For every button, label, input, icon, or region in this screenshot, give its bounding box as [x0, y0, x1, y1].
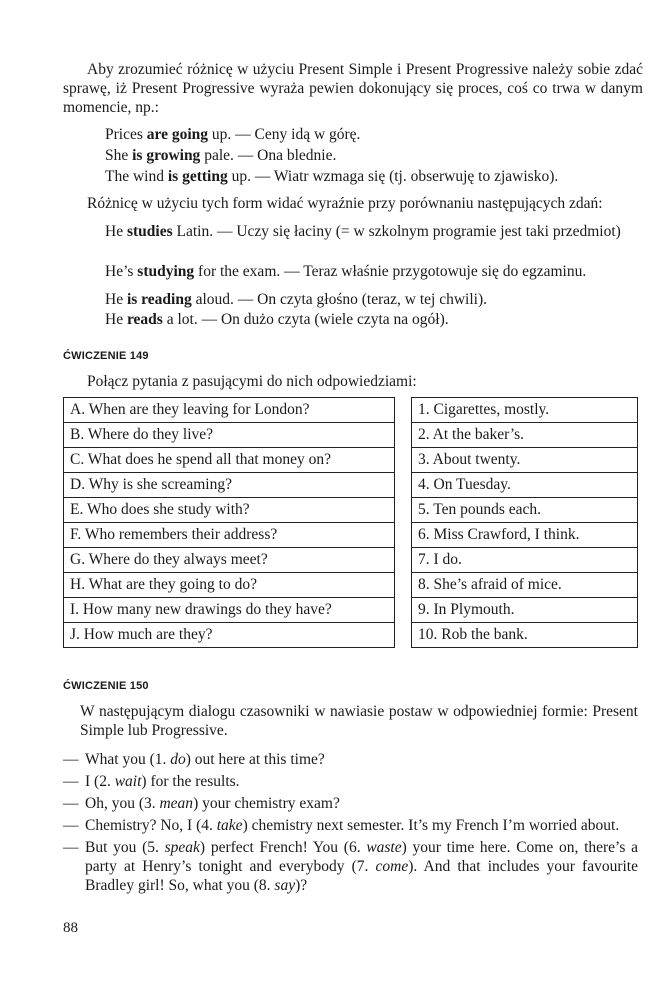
table-row [64, 523, 638, 548]
column-gap [395, 448, 412, 473]
column-gap [395, 523, 412, 548]
example-line: He’s studying for the exam. — Teraz właśnie przygotowuje się do egzaminu. [105, 263, 587, 280]
question-cell: G. Where do they always meet? [64, 548, 395, 573]
verb-prompt: waste [366, 839, 402, 856]
column-gap [395, 398, 412, 423]
dialog-line [63, 838, 638, 895]
table-row [64, 498, 638, 523]
dialog-text: Oh, you (3. [85, 795, 160, 812]
dialog [63, 750, 638, 898]
dialog-text: I (2. [85, 773, 115, 790]
question-cell: E. Who does she study with? [64, 498, 395, 523]
table-row [64, 623, 638, 648]
column-gap [395, 423, 412, 448]
column-gap [395, 498, 412, 523]
table-row [64, 398, 638, 423]
dialog-text: But you (5. [85, 839, 165, 856]
table-row [64, 448, 638, 473]
verb-prompt: say [274, 877, 296, 894]
answer-cell: 4. On Tuesday. [412, 473, 638, 498]
dialog-text: ). And that includes your favourite Bradley girl! So, what you (8. [85, 858, 638, 894]
dialog-dash: — [63, 839, 79, 856]
question-cell: B. Where do they live? [64, 423, 395, 448]
question-cell: H. What are they going to do? [64, 573, 395, 598]
intro-paragraph: Aby zrozumieć różnicę w użyciu Present Simple i Present Progressive należy sobie zdać sprawę, iż Present Progressive wyraża pewien dokonujący się proces, coś co trwa w danym momencie, np.: [63, 61, 643, 116]
exercise-149-instruction: Połącz pytania z pasującymi do nich odpowiedziami: [87, 373, 417, 390]
question-cell: F. Who remembers their address? [64, 523, 395, 548]
answer-cell: 5. Ten pounds each. [412, 498, 638, 523]
matching-table [63, 397, 638, 648]
column-gap [395, 473, 412, 498]
table-row [64, 573, 638, 598]
example-line: He is reading aloud. — On czyta głośno (teraz, w tej chwili). [105, 291, 487, 308]
answer-cell: 6. Miss Crawford, I think. [412, 523, 638, 548]
verb-prompt: come [375, 858, 409, 875]
verb-prompt: speak [164, 839, 200, 856]
question-cell: I. How many new drawings do they have? [64, 598, 395, 623]
dialog-text: ) chemistry next semester. It’s my French I’m worried about. [242, 817, 620, 834]
example-line: The wind is getting up. — Wiatr wzmaga się (tj. obserwuję to zjawisko). [105, 168, 559, 185]
dialog-dash: — [63, 751, 79, 768]
compare-text: Różnicę w użyciu tych form widać wyraźnie przy porównaniu następujących zdań: [87, 195, 603, 212]
dialog-line [63, 750, 638, 769]
answer-cell: 3. About twenty. [412, 448, 638, 473]
question-cell: A. When are they leaving for London? [64, 398, 395, 423]
column-gap [395, 573, 412, 598]
exercise-149-heading: ĆWICZENIE 149 [63, 350, 149, 362]
verb-prompt: do [170, 751, 186, 768]
example-line: He reads a lot. — On dużo czyta (wiele czyta na ogół). [105, 311, 449, 328]
answer-cell: 10. Rob the bank. [412, 623, 638, 648]
table-row [64, 473, 638, 498]
dialog-line [63, 794, 638, 813]
question-cell: D. Why is she screaming? [64, 473, 395, 498]
verb-prompt: take [216, 817, 243, 834]
dialog-dash: — [63, 773, 79, 790]
dialog-line [63, 772, 638, 791]
column-gap [395, 598, 412, 623]
dialog-dash: — [63, 795, 79, 812]
dialog-text: )? [295, 877, 308, 894]
verb-prompt: mean [159, 795, 194, 812]
verb-prompt: wait [114, 773, 142, 790]
dialog-dash: — [63, 817, 79, 834]
dialog-text: ) perfect French! You (6. [199, 839, 367, 856]
table-row [64, 423, 638, 448]
column-gap [395, 623, 412, 648]
answer-cell: 8. She’s afraid of mice. [412, 573, 638, 598]
table-row [64, 598, 638, 623]
column-gap [395, 548, 412, 573]
answer-cell: 2. At the baker’s. [412, 423, 638, 448]
dialog-text: ) your chemistry exam? [193, 795, 340, 812]
dialog-text: ) your time here. Come on, there’s a party at Henry’s tonight and everybody (7. [85, 839, 638, 875]
dialog-line [63, 816, 638, 835]
example-line: Prices are going up. — Ceny idą w górę. [105, 126, 361, 143]
dialog-text: Chemistry? No, I (4. [85, 817, 217, 834]
dialog-text: What you (1. [85, 751, 171, 768]
answer-cell: 7. I do. [412, 548, 638, 573]
page-number: 88 [63, 920, 78, 936]
example-line: He studies Latin. — Uczy się łaciny (= w szkolnym programie jest taki przedmiot) [105, 223, 621, 240]
exercise-150-heading: ĆWICZENIE 150 [63, 680, 149, 692]
dialog-text: ) out here at this time? [185, 751, 325, 768]
question-cell: C. What does he spend all that money on? [64, 448, 395, 473]
exercise-150-instruction: W następującym dialogu czasowniki w nawiasie postaw w odpowiedniej formie: Present Simple lub Progressive. [80, 703, 638, 739]
answer-cell: 1. Cigarettes, mostly. [412, 398, 638, 423]
answer-cell: 9. In Plymouth. [412, 598, 638, 623]
table-row [64, 548, 638, 573]
example-line: She is growing pale. — Ona blednie. [105, 147, 337, 164]
question-cell: J. How much are they? [64, 623, 395, 648]
dialog-text: ) for the results. [141, 773, 240, 790]
